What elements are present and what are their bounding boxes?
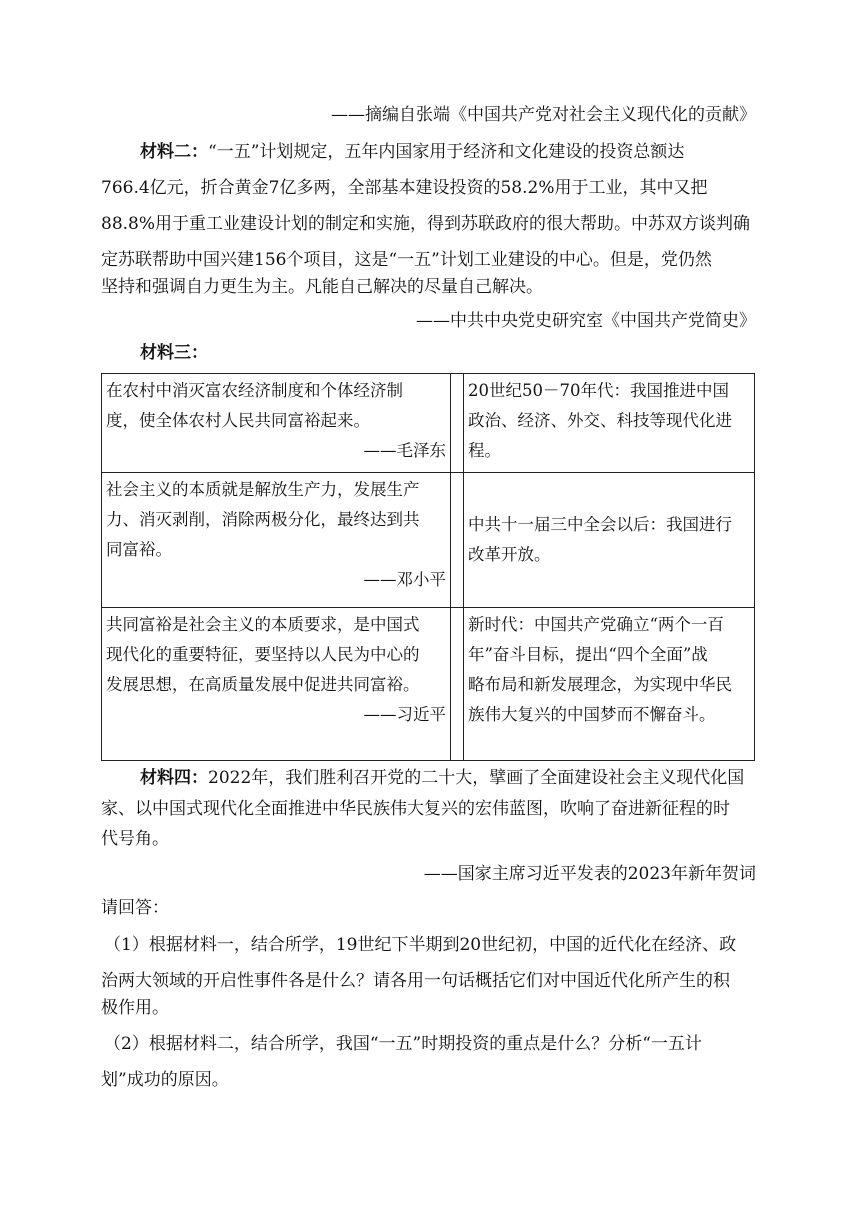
material2-text: “一五”计划规定，五年内国家用于经济和文化建设的投资总额达 xyxy=(208,142,685,162)
table-row xyxy=(102,473,755,608)
era-line: 政治、经济、外交、科技等现代化进 xyxy=(468,411,732,430)
era-line: 程。 xyxy=(468,441,501,460)
table-row xyxy=(102,608,755,761)
spacer-cell xyxy=(451,608,464,761)
quote-cell xyxy=(102,473,451,608)
era-line: 20世纪50－70年代：我国推进中国 xyxy=(468,381,729,400)
source-material2: ——中共中央党史研究室《中国共产党简史》 xyxy=(416,311,756,331)
material4-text: 2022年，我们胜利召开党的二十大，擘画了全面建设社会主义现代化国 xyxy=(208,768,745,788)
material2-line-4: 定苏联帮助中国兴建156个项目，这是“一五”计划工业建设的中心。但是，党仍然 xyxy=(101,250,712,270)
material4-line-3: 代号角。 xyxy=(101,829,169,849)
table-row xyxy=(102,374,755,473)
question-1-line-3: 极作用。 xyxy=(101,998,169,1018)
material4-label: 材料四： xyxy=(140,768,208,788)
era-line: 略布局和新发展理念，为实现中华民 xyxy=(468,675,732,694)
era-line: 年”奋斗目标，提出“四个全面”战 xyxy=(468,645,708,664)
era-line: 族伟大复兴的中国梦而不懈奋斗。 xyxy=(468,705,716,724)
era-line: 中共十一届三中全会以后：我国进行 xyxy=(468,515,732,534)
quote-line: 发展思想，在高质量发展中促进共同富裕。 xyxy=(106,675,420,694)
source-material4: ——国家主席习近平发表的2023年新年贺词 xyxy=(423,864,756,884)
quote-author: ——毛泽东 xyxy=(363,441,446,460)
material4-line-1 xyxy=(140,767,744,789)
material2-line-5: 坚持和强调自力更生为主。凡能自己解决的尽量自己解决。 xyxy=(101,277,543,297)
spacer-cell xyxy=(451,374,464,473)
material3-table xyxy=(101,373,755,761)
material2-line-3: 88.8%用于重工业建设计划的制定和实施，得到苏联政府的很大帮助。中苏双方谈判确 xyxy=(101,214,751,234)
quote-line: 社会主义的本质就是解放生产力，发展生产 xyxy=(106,480,420,499)
quote-line: 在农村中消灭富农经济制度和个体经济制 xyxy=(106,381,403,400)
material4-line-2: 家、以中国式现代化全面推进中华民族伟大复兴的宏伟蓝图，吹响了奋进新征程的时 xyxy=(101,799,730,819)
quote-cell xyxy=(102,608,451,761)
quote-line: 力、消灭剥削，消除两极分化，最终达到共 xyxy=(106,510,420,529)
era-cell xyxy=(464,473,755,608)
era-cell xyxy=(464,608,755,761)
material3-label: 材料三： xyxy=(140,343,208,363)
era-line: 新时代：中国共产党确立“两个一百 xyxy=(468,615,724,634)
question-1-line-1: （1）根据材料一，结合所学，19世纪下半期到20世纪初，中国的近代化在经济、政 xyxy=(104,935,737,955)
quote-author: ——邓小平 xyxy=(363,570,446,589)
material2-line-2: 766.4亿元，折合黄金7亿多两，全部基本建设投资的58.2%用于工业，其中又把 xyxy=(101,178,708,198)
era-cell xyxy=(464,374,755,473)
quote-author: ——习近平 xyxy=(363,705,446,724)
quote-line: 现代化的重要特征，要坚持以人民为中心的 xyxy=(106,645,420,664)
material2-line-1 xyxy=(140,141,684,163)
spacer-cell xyxy=(451,473,464,608)
question-2-line-1: （2）根据材料二，结合所学，我国“一五”时期投资的重点是什么？分析“一五计 xyxy=(104,1034,702,1054)
material2-label: 材料二： xyxy=(140,142,208,162)
question-2-line-2: 划”成功的原因。 xyxy=(101,1070,229,1090)
source-material1: ——摘编自张端《中国共产党对社会主义现代化的贡献》 xyxy=(331,105,756,125)
quote-line: 共同富裕是社会主义的本质要求，是中国式 xyxy=(106,615,420,634)
answer-prompt: 请回答： xyxy=(101,898,169,918)
quote-line: 度，使全体农村人民共同富裕起来。 xyxy=(106,411,370,430)
question-1-line-2: 治两大领域的开启性事件各是什么？请各用一句话概括它们对中国近代化所产生的积 xyxy=(101,971,730,991)
quote-cell xyxy=(102,374,451,473)
quote-line: 同富裕。 xyxy=(106,540,172,559)
era-line: 改革开放。 xyxy=(468,545,551,564)
